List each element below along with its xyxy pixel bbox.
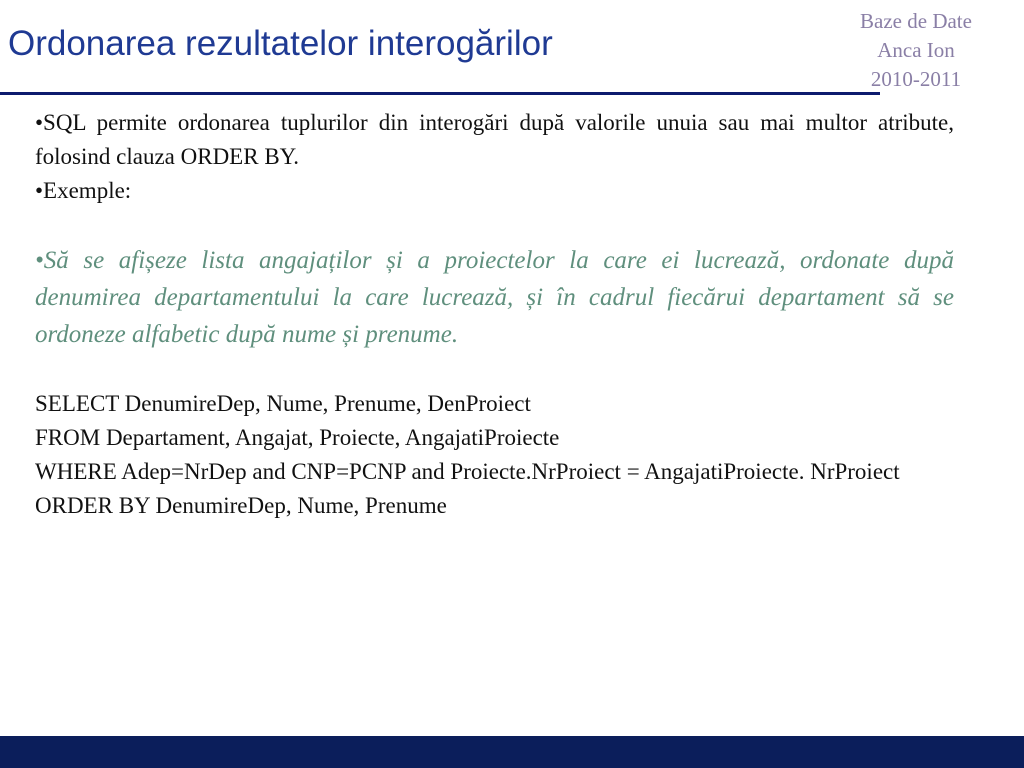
title-underline (0, 92, 880, 95)
examples-label: •Exemple: (35, 178, 132, 203)
query-order-by-line: ORDER BY DenumireDep, Nume, Prenume (35, 493, 447, 518)
query-where-line: WHERE Adep=NrDep and CNP=PCNP and Proiecte.NrProiect = AngajatiProiecte. NrProiect (35, 459, 900, 484)
course-year: 2010-2011 (870, 67, 962, 91)
query-from-line: FROM Departament, Angajat, Proiecte, AngajatiProiecte (35, 425, 560, 450)
spacer (35, 353, 954, 387)
intro-paragraph: •SQL permite ordonarea tuplurilor din interogări după valorile unuia sau mai multor atribute, folosind clauza ORDER BY. (35, 110, 954, 169)
course-info (816, 7, 1016, 94)
course-subject: Baze de Date (860, 9, 972, 33)
query-select-line: SELECT DenumireDep, Nume, Prenume, DenProiect (35, 391, 531, 416)
slide-body (35, 106, 954, 523)
footer-bar (0, 736, 1024, 768)
example-task: •Să se afișeze lista angajaților și a proiectelor la care ei lucrează, ordonate după denumirea departamentului la care lucrează, și în cadrul fiecărui departament să se ordoneze alfabetic după nume și prenume. (35, 247, 954, 348)
spacer (35, 208, 954, 242)
course-author: Anca Ion (877, 38, 955, 62)
slide-title: Ordonarea rezultatelor interogărilor (8, 24, 553, 63)
